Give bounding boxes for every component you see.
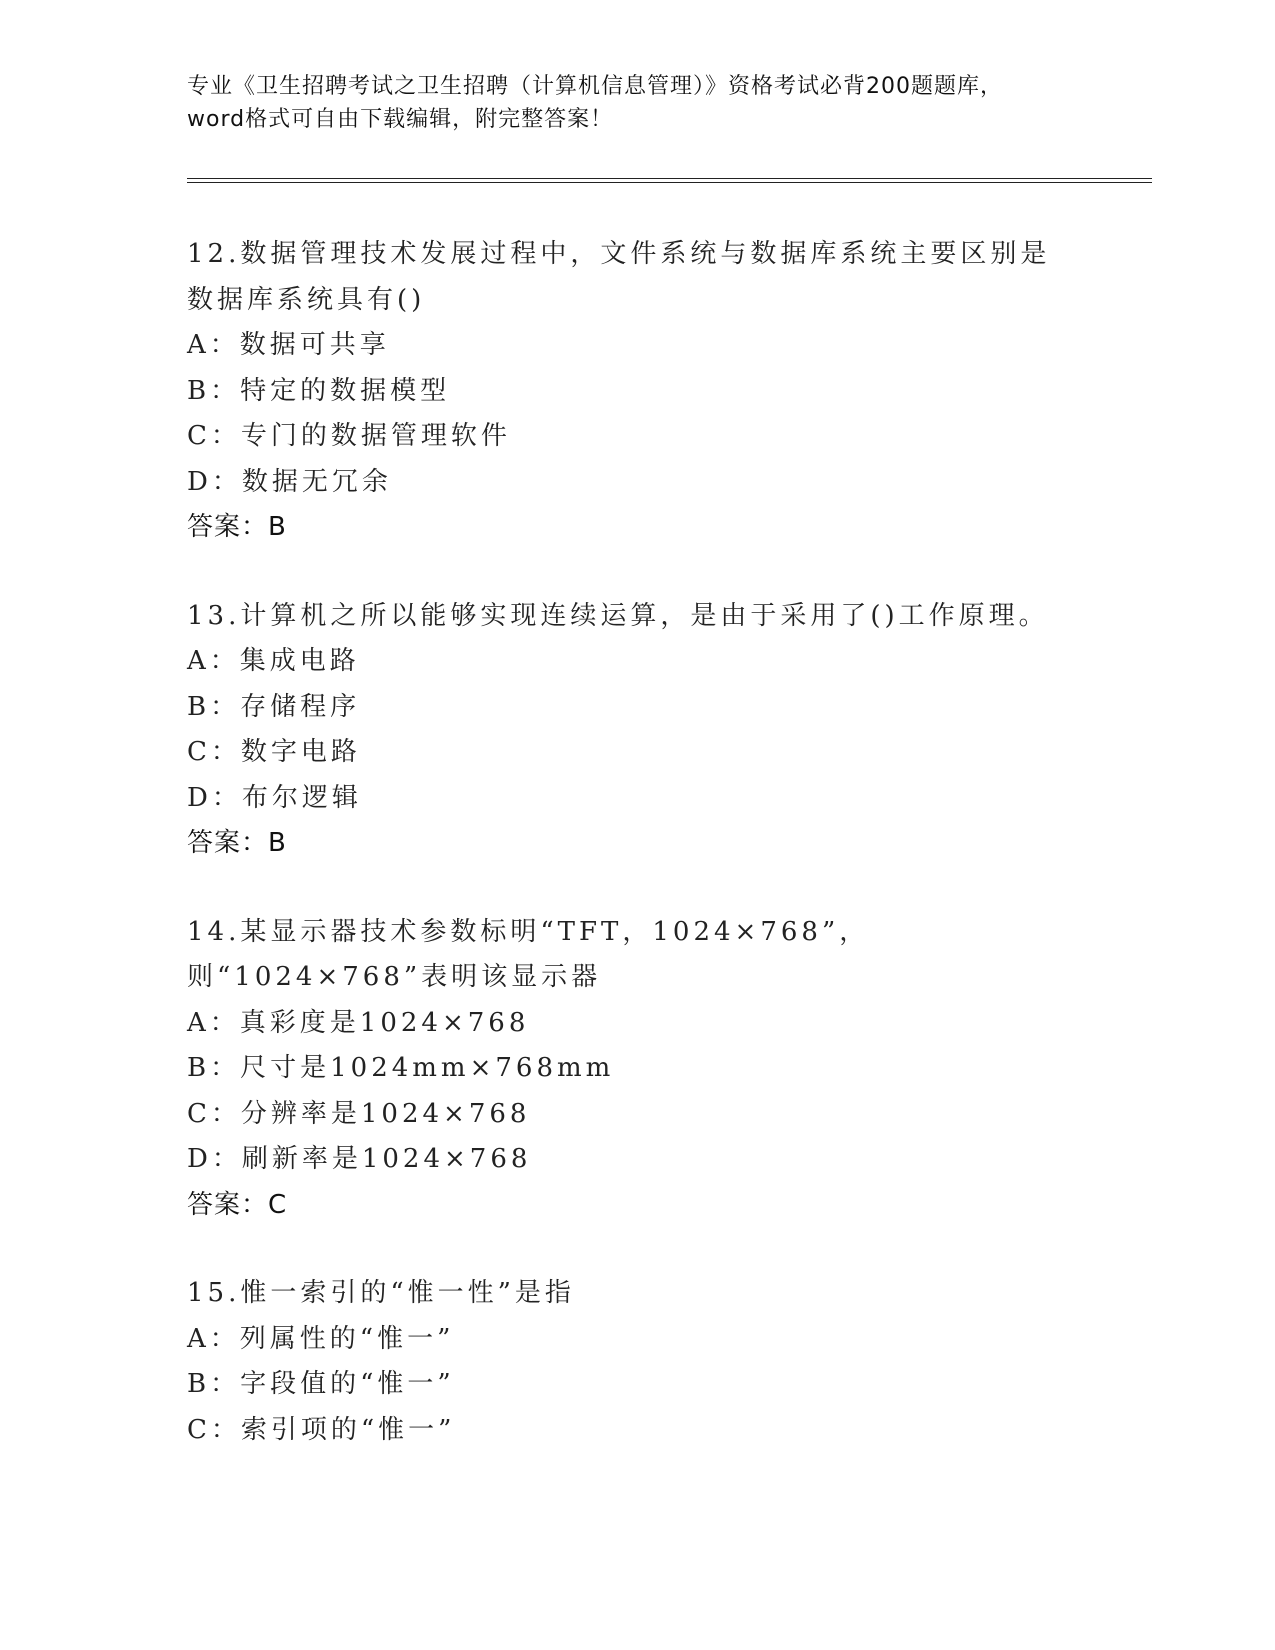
question-stem: 13.计算机之所以能够实现连续运算，是由于采用了()工作原理。 [187, 600, 1049, 631]
question-item [187, 1271, 1087, 1453]
answer-option: B：存储程序 [187, 691, 361, 722]
question-item [187, 594, 1087, 867]
answer-option: A：集成电路 [187, 646, 360, 676]
answer-option: D：布尔逻辑 [187, 782, 362, 813]
answer-key: 答案：C [187, 1189, 288, 1220]
document-header [187, 70, 1087, 136]
header-divider [187, 178, 1152, 183]
answer-option: C：数字电路 [187, 737, 361, 767]
header-line-1: 专业《卫生招聘考试之卫生招聘（计算机信息管理）》资格考试必背200题题库， [187, 74, 1003, 99]
answer-key: 答案：B [187, 512, 287, 542]
question-stem: 12.数据管理技术发展过程中，文件系统与数据库系统主要区别是数据库系统具有() [187, 239, 1051, 315]
answer-key: 答案：B [187, 828, 287, 858]
answer-option: B：尺寸是1024mm×768mm [187, 1053, 615, 1083]
answer-option: A：真彩度是1024×768 [187, 1007, 530, 1038]
question-stem: 15.惟一索引的“惟一性”是指 [187, 1278, 575, 1308]
answer-option: B：字段值的“惟一” [187, 1369, 455, 1399]
answer-option: D：刷新率是1024×768 [187, 1144, 532, 1174]
header-line-2: word格式可自由下载编辑，附完整答案！ [187, 107, 614, 132]
answer-option: A：列属性的“惟一” [187, 1323, 455, 1354]
answer-option: A：数据可共享 [187, 330, 390, 360]
answer-option: B：特定的数据模型 [187, 375, 451, 406]
question-list [187, 232, 1087, 1496]
answer-option: C：专门的数据管理软件 [187, 421, 511, 451]
question-item [187, 232, 1087, 551]
question-stem: 14.某显示器技术参数标明“TFT，1024×768”，则“1024×768”表明该显示器 [187, 916, 870, 992]
answer-option: C：分辨率是1024×768 [187, 1098, 531, 1129]
answer-option: C：索引项的“惟一” [187, 1414, 456, 1445]
question-item [187, 910, 1087, 1229]
answer-option: D：数据无冗余 [187, 466, 392, 497]
